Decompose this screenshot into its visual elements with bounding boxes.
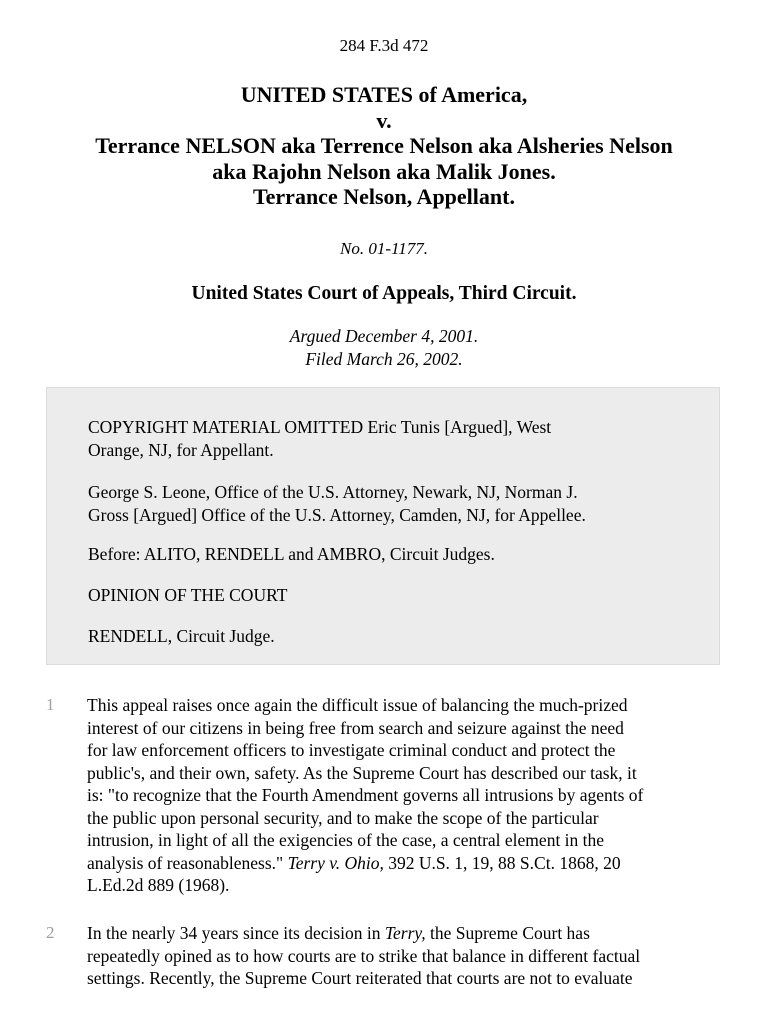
paragraph-number: 2 — [46, 923, 55, 942]
paragraph-line: L.Ed.2d 889 (1968). — [87, 875, 230, 895]
paragraph-number: 1 — [46, 695, 55, 714]
opinion-heading — [88, 584, 688, 607]
counsel-appellee — [88, 481, 688, 526]
opinion-author — [88, 625, 688, 648]
citation-text: 392 U.S. 1, 19, 88 S.Ct. 1868, 20 — [383, 852, 621, 873]
paragraph-text — [87, 694, 727, 897]
caption-line: Terrance Nelson, Appellant. — [253, 184, 515, 209]
caption-line: Terrance NELSON aka Terrence Nelson aka Alsheries Nelson — [95, 133, 673, 158]
paragraph-line: interest of our citizens in being free from search and seizure against the need — [87, 717, 624, 738]
judges-panel-text: Before: ALITO, RENDELL and AMBRO, Circuit Judges. — [88, 544, 495, 564]
opinion-author-text: RENDELL, Circuit Judge. — [88, 626, 275, 646]
paragraph-line: the public upon personal security, and to make the scope of the particular — [87, 807, 599, 828]
paragraph-line: is: "to recognize that the Fourth Amendment governs all intrusions by agents of — [87, 785, 644, 805]
counsel-appellant-line: COPYRIGHT MATERIAL OMITTED Eric Tunis [Argued], West — [88, 417, 552, 437]
counsel-panel-box — [46, 387, 720, 665]
filed-date: Filed March 26, 2002. — [305, 348, 463, 369]
caption-line: UNITED STATES of America, — [240, 82, 528, 107]
judges-panel — [88, 543, 688, 566]
paragraph-line: for law enforcement officers to investigate criminal conduct and protect the — [87, 740, 616, 760]
case-citation: 284 F.3d 472 — [339, 36, 429, 55]
case-name: Terry v. Ohio, — [287, 852, 384, 873]
paragraph-line: This appeal raises once again the difficult issue of balancing the much-prized — [87, 695, 628, 715]
paragraph-line — [87, 922, 727, 945]
case-dates — [0, 325, 768, 370]
citation-text: analysis of reasonableness." — [87, 852, 288, 873]
paragraph-line: repeatedly opined as to how courts are to strike that balance in different factual — [87, 945, 641, 966]
counsel-appellant — [88, 416, 688, 461]
case-name: Terry, — [384, 923, 426, 943]
paragraph-line: public's, and their own, safety. As the Supreme Court has described our task, it — [87, 762, 637, 783]
argued-date: Argued December 4, 2001. — [289, 326, 479, 346]
paragraph-line — [87, 852, 727, 875]
paragraph-text-run: In the nearly 34 years since its decision in — [87, 923, 385, 943]
case-caption — [0, 82, 768, 210]
counsel-appellee-line: Gross [Argued] Office of the U.S. Attorney, Camden, NJ, for Appellee. — [88, 504, 586, 525]
paragraph-text-run: the Supreme Court has — [425, 923, 590, 943]
counsel-appellee-line: George S. Leone, Office of the U.S. Attorney, Newark, NJ, Norman J. — [88, 482, 578, 502]
opinion-heading-text: OPINION OF THE COURT — [88, 585, 288, 605]
docket-number: No. 01-1177. — [340, 239, 428, 258]
paragraph-line: settings. Recently, the Supreme Court reiterated that courts are not to evaluate — [87, 968, 633, 988]
paragraph-text — [87, 922, 727, 990]
caption-line: v. — [376, 107, 392, 133]
paragraph-line: intrusion, in light of all the exigencies of the case, a central element in the — [87, 830, 605, 850]
court-name: United States Court of Appeals, Third Circuit. — [191, 283, 577, 304]
counsel-appellant-line: Orange, NJ, for Appellant. — [88, 439, 274, 460]
caption-line: aka Rajohn Nelson aka Malik Jones. — [212, 158, 556, 184]
